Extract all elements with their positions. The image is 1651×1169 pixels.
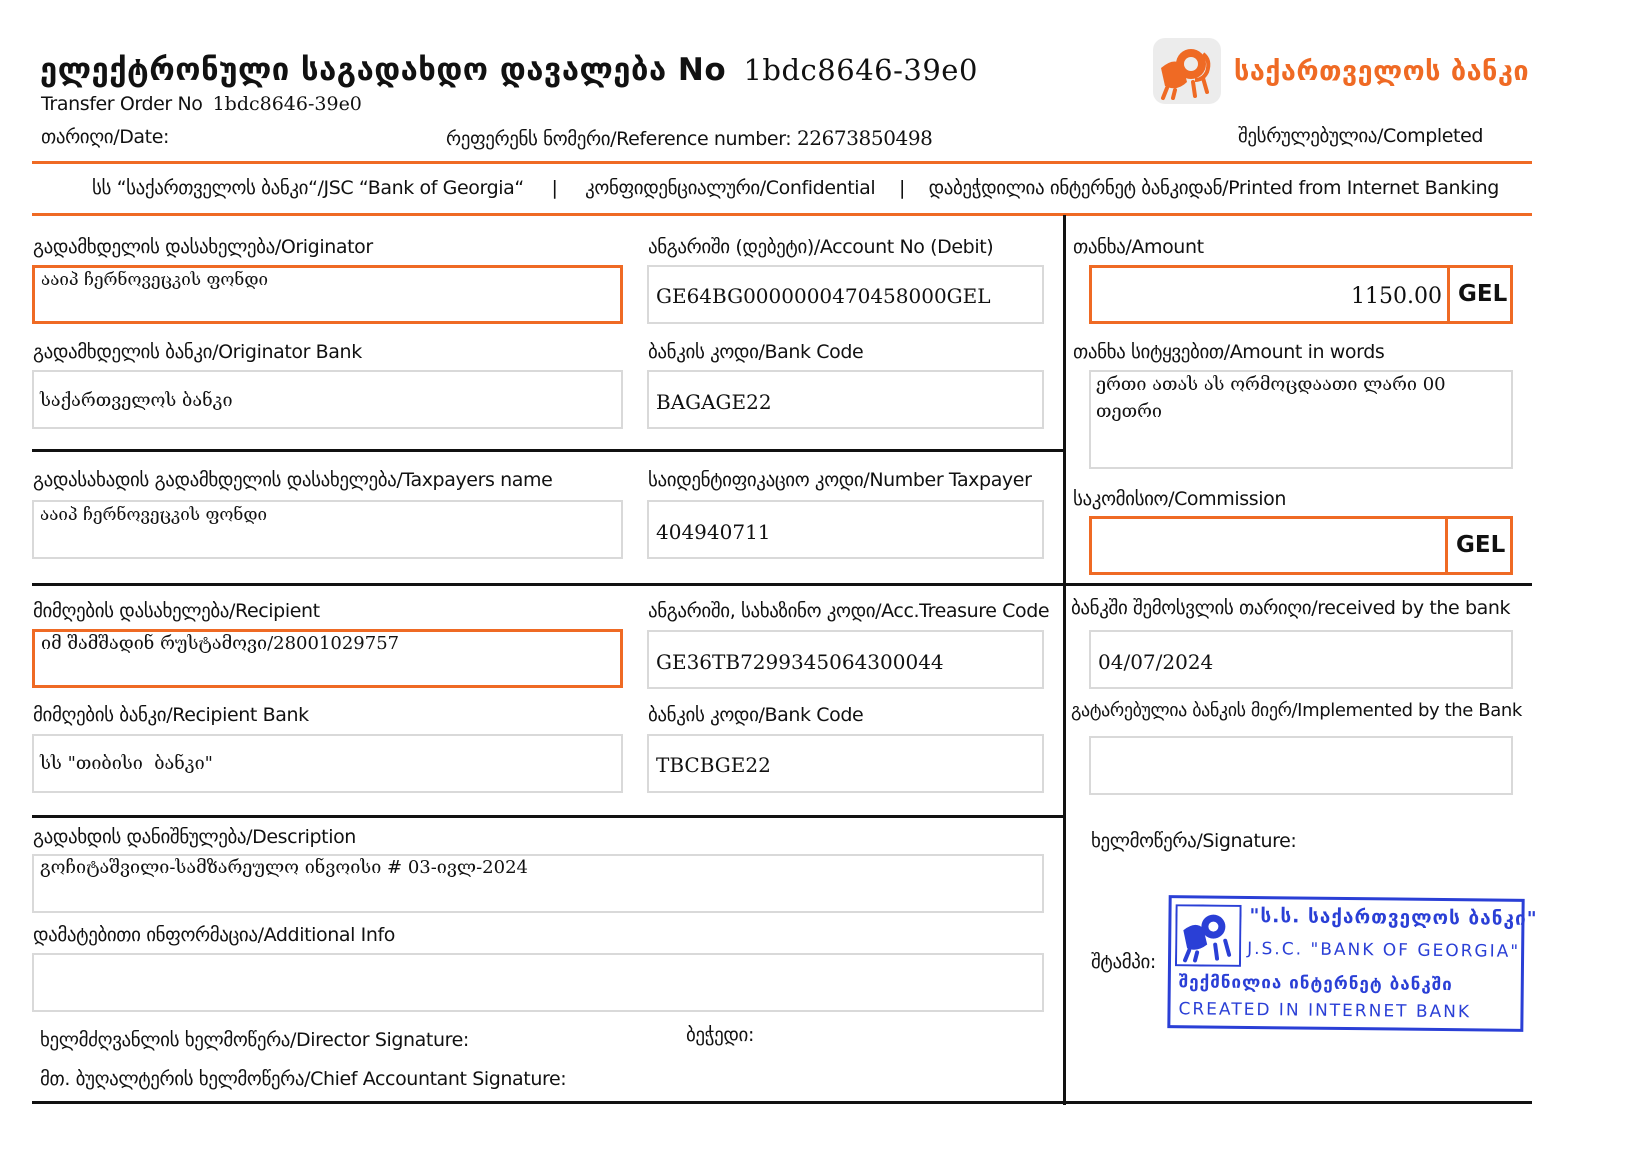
stamp-lion-icon <box>1175 904 1242 967</box>
received-value: 04/07/2024 <box>1098 650 1214 674</box>
originator-bank-code-label: ბანკის კოდი/Bank Code <box>648 341 864 363</box>
commission-currency: GEL <box>1456 532 1506 558</box>
taxpayer-label: გადასახადის გადამხდელის დასახელება/Taxpayers name <box>33 469 553 491</box>
taxpayer-id-label: საიდენტიფიკაციო კოდი/Number Taxpayer <box>648 469 1032 491</box>
originator-bank-code-field <box>647 370 1044 429</box>
originator-bank-code-value: BAGAGE22 <box>656 390 772 414</box>
subtitle-number: 1bdc8646-39e0 <box>212 93 362 115</box>
recipient-bank-value: სს "თიბისი ბანკი" <box>40 753 213 774</box>
title-text: ელექტრონული საგადახდო დავალება No <box>40 52 727 88</box>
divider-taxpayer <box>32 449 1064 452</box>
banner-top-rule <box>32 161 1532 164</box>
recipient-bank-code-value: TBCBGE22 <box>656 753 771 777</box>
column-divider <box>1063 215 1066 1105</box>
implemented-label: გატარებულია ბანკის მიერ/Implemented by the Bank <box>1071 700 1522 721</box>
amount-currency-divider <box>1447 268 1450 321</box>
amount-words-line1: ერთი ათას ას ორმოცდაათი ლარი 00 <box>1096 374 1446 395</box>
subtitle-text: Transfer Order No <box>41 93 203 115</box>
banner-sep-2: | <box>898 177 905 199</box>
banner-confidential: კონფიდენციალური/Confidential <box>585 177 876 199</box>
amount-currency: GEL <box>1458 281 1508 307</box>
divider-recipient <box>32 583 1532 586</box>
recipient-account-field <box>647 630 1044 689</box>
status-text: შესრულებულია/Completed <box>1238 125 1484 147</box>
amount-field <box>1089 265 1513 324</box>
stamp-line4: CREATED IN INTERNET BANK <box>1178 999 1472 1023</box>
originator-value: ააიპ ჩერნოვეცკის ფონდი <box>41 270 269 290</box>
amount-label: თანხა/Amount <box>1073 236 1204 258</box>
banner-bottom-rule <box>32 213 1532 216</box>
bottom-rule <box>32 1101 1532 1104</box>
recipient-label: მიმღების დასახელება/Recipient <box>33 600 320 622</box>
account-debit-label: ანგარიში (დებეტი)/Account No (Debit) <box>648 236 994 258</box>
recipient-field <box>32 629 623 688</box>
description-field <box>32 854 1044 913</box>
recipient-account-label: ანგარიში, სახაზინო კოდი/Acc.Treasure Code <box>648 600 1050 622</box>
originator-label: გადამხდელის დასახელება/Originator <box>33 236 373 258</box>
banner-printed: დაბეჭდილია ინტერნეტ ბანკიდან/Printed from Internet Banking <box>928 177 1499 199</box>
signature-label: ხელმოწერა/Signature: <box>1091 830 1297 852</box>
banner-bank: სს “საქართველოს ბანკი“/JSC “Bank of Georgia“ <box>92 177 524 199</box>
originator-field <box>32 265 623 324</box>
recipient-value: იმ შამშადინ რუსტამოვი/28001029757 <box>41 633 400 654</box>
recipient-bank-label: მიმღების ბანკი/Recipient Bank <box>33 704 309 726</box>
amount-words-label: თანხა სიტყვებით/Amount in words <box>1073 341 1385 363</box>
date-label: თარიღი/Date: <box>41 126 170 148</box>
recipient-account-value: GE36TB7299345064300044 <box>656 650 944 674</box>
director-signature-label: ხელმძღვანლის ხელმოწერა/Director Signature: <box>40 1029 469 1051</box>
additional-info-label: დამატებითი ინფორმაცია/Additional Info <box>33 924 395 946</box>
accountant-signature-label: მთ. ბუღალტერის ხელმოწერა/Chief Accountant Signature: <box>40 1068 567 1090</box>
originator-bank-field <box>32 370 623 429</box>
bank-stamp <box>1167 895 1538 1032</box>
description-label: გადახდის დანიშნულება/Description <box>33 826 356 848</box>
commission-currency-divider <box>1445 519 1448 572</box>
originator-bank-value: საქართველოს ბანკი <box>40 390 233 411</box>
taxpayer-id-field <box>647 500 1044 559</box>
stamp-line1: "ს.ს. საქართველოს ბანკი" <box>1249 904 1538 931</box>
banner <box>92 177 1499 199</box>
originator-bank-label: გადამხდელის ბანკი/Originator Bank <box>33 341 362 363</box>
account-debit-field <box>647 265 1044 324</box>
additional-info-field <box>32 953 1044 1012</box>
amount-words-line2: თეთრი <box>1096 401 1162 422</box>
reference-label <box>446 126 933 150</box>
seal-label: ბეჭედი: <box>686 1024 754 1046</box>
taxpayer-field <box>32 500 623 559</box>
implemented-field <box>1089 736 1513 795</box>
received-field <box>1089 630 1513 689</box>
account-debit-value: GE64BG0000000470458000GEL <box>656 284 991 308</box>
stamp-label: შტამპი: <box>1091 951 1156 973</box>
divider-description <box>32 815 1064 818</box>
stamp-line2: J.S.C. "BANK OF GEORGIA" <box>1247 938 1521 962</box>
amount-value: 1150.00 <box>1351 284 1442 309</box>
recipient-bank-code-label: ბანკის კოდი/Bank Code <box>648 704 864 726</box>
bank-logo <box>1153 38 1221 104</box>
lion-icon <box>1153 38 1221 104</box>
taxpayer-value: ააიპ ჩერნოვეცკის ფონდი <box>40 505 268 525</box>
stamp-line3: შექმნილია ინტერნეტ ბანკში <box>1178 972 1453 996</box>
recipient-bank-field <box>32 734 623 793</box>
document-subtitle <box>41 93 362 115</box>
amount-words-field <box>1089 370 1513 469</box>
reference-label-text: რეფერენს ნომერი/Reference number: <box>446 128 792 150</box>
reference-number: 22673850498 <box>796 126 933 150</box>
title-number: 1bdc8646-39e0 <box>743 53 978 87</box>
banner-sep-1: | <box>551 177 558 199</box>
bank-name: საქართველოს ბანკი <box>1234 56 1530 87</box>
commission-label: საკომისიო/Commission <box>1073 488 1286 510</box>
recipient-bank-code-field <box>647 734 1044 793</box>
received-label: ბანკში შემოსვლის თარიღი/received by the bank <box>1071 597 1511 619</box>
description-value: გოჩიტაშვილი-სამზარეულო ინვოისი # 03-ივლ-2024 <box>40 857 528 878</box>
commission-field <box>1089 516 1513 575</box>
document-title <box>40 52 978 88</box>
taxpayer-id-value: 404940711 <box>656 520 771 544</box>
